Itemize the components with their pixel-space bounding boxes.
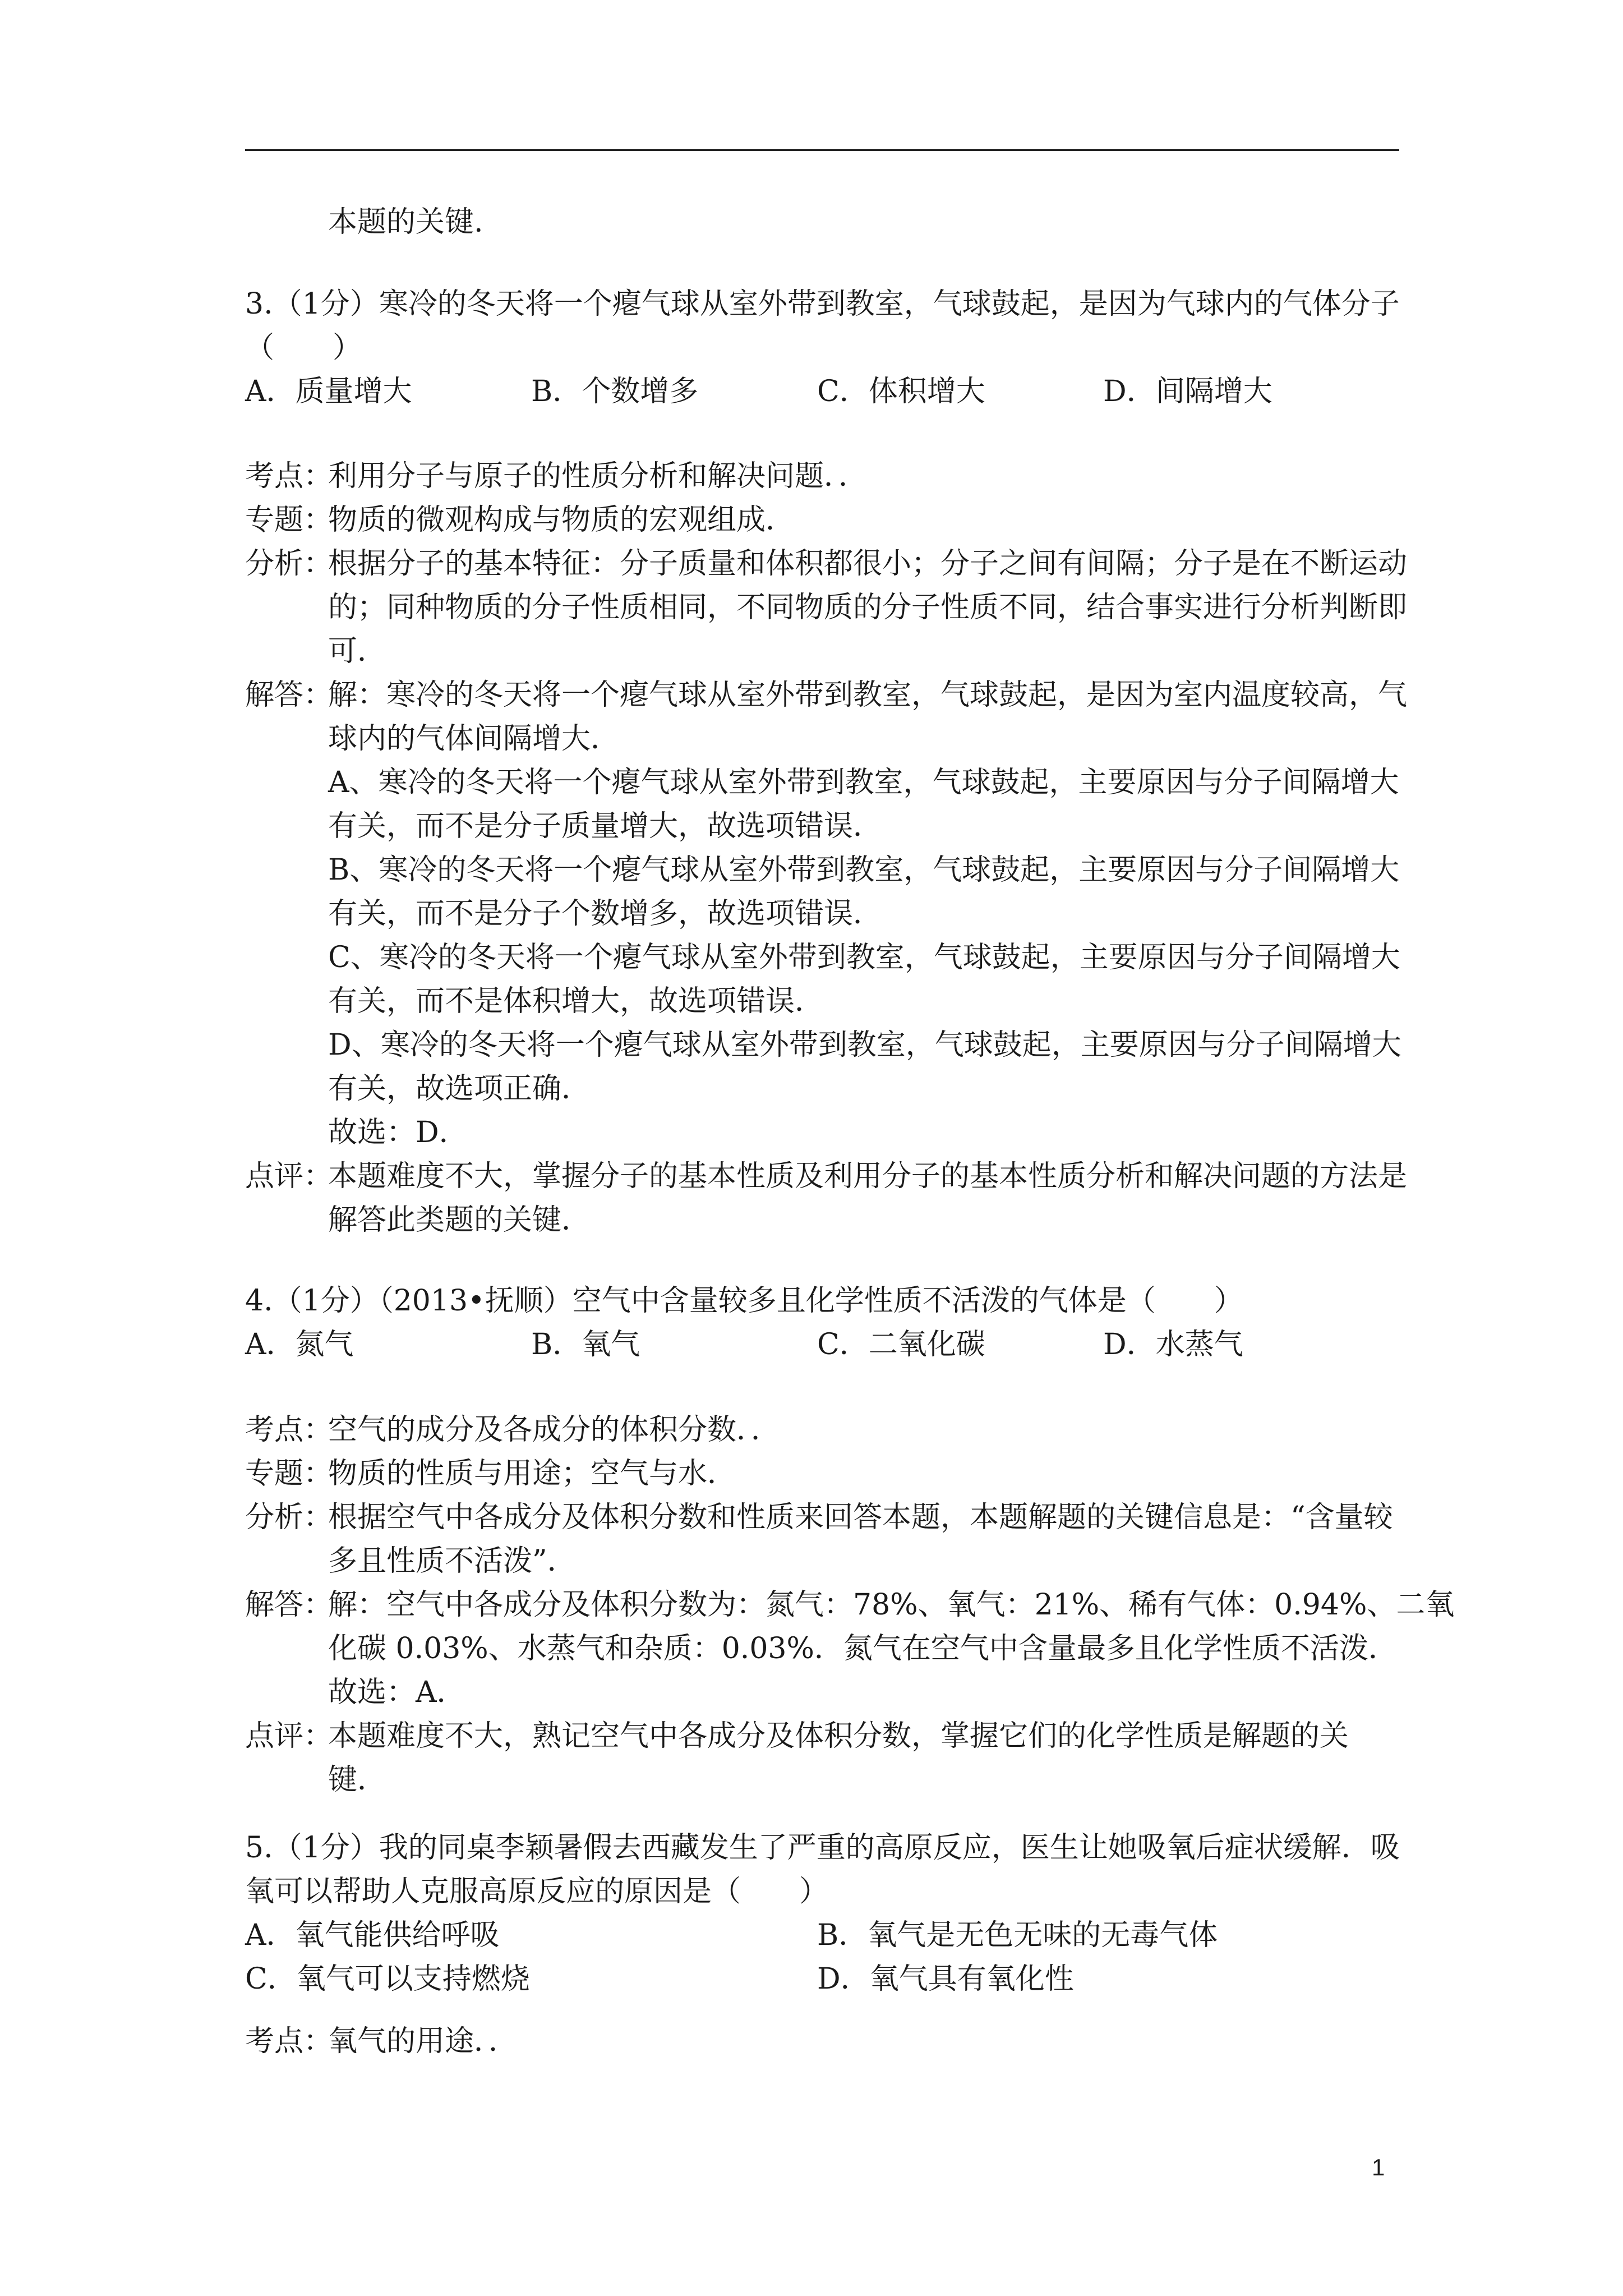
option-d: D．间隔增大	[1103, 375, 1272, 408]
option-c: C．二氧化碳	[817, 1328, 985, 1361]
text-line: 多且性质不活泼”．	[328, 1544, 577, 1578]
text-line: A、寒冷的冬天将一个瘪气球从室外带到教室，气球鼓起，主要原因与分子间隔增大	[328, 766, 1399, 799]
fenxi-row	[245, 542, 1412, 673]
text-line: B、寒冷的冬天将一个瘪气球从室外带到教室，气球鼓起，主要原因与分子间隔增大	[328, 853, 1400, 887]
text-line: 球内的气体间隔增大．	[328, 722, 620, 756]
question-3	[245, 282, 1412, 413]
page-number: 1	[1372, 2154, 1385, 2180]
zhuanti-label: 专题：	[245, 1457, 333, 1490]
question-stem: 氧可以帮助人克服高原反应的原因是（ ）	[245, 1875, 829, 1908]
option-b: B．个数增多	[531, 375, 699, 408]
question-stem: 4.（1分）（2013•抚顺）空气中含量较多且化学性质不活泼的气体是（ ）	[245, 1284, 1243, 1318]
text-line: C、寒冷的冬天将一个瘪气球从室外带到教室，气球鼓起，主要原因与分子间隔增大	[328, 941, 1400, 974]
jieda-row	[245, 1583, 1455, 1714]
text-line: 故选：A．	[328, 1676, 466, 1709]
text-line: 本题难度不大，掌握分子的基本性质及利用分子的基本性质分析和解决问题的方法是	[328, 1159, 1408, 1193]
option-a: A．氧气能供给呼吸	[245, 1918, 500, 1952]
kaodian-label: 考点：	[245, 2024, 333, 2058]
option-d: D．氧气具有氧化性	[817, 1962, 1074, 1996]
text-line: 根据空气中各成分及体积分数和性质来回答本题，本题解题的关键信息是：“含量较	[328, 1501, 1393, 1534]
question-4	[245, 1279, 1412, 1366]
text-line: 的；同种物质的分子性质相同，不同物质的分子性质不同，结合事实进行分析判断即	[328, 591, 1408, 624]
text-line: 可．	[328, 634, 387, 668]
text-line: 有关，故选项正确．	[328, 1072, 591, 1106]
dianping-label: 点评：	[245, 1159, 333, 1193]
text-line: D、寒冷的冬天将一个瘪气球从室外带到教室，气球鼓起，主要原因与分子间隔增大	[328, 1028, 1401, 1062]
kaodian-label: 考点：	[245, 459, 333, 493]
text-line: 有关，而不是分子个数增多，故选项错误．	[328, 897, 883, 931]
dianping-row	[245, 1714, 1412, 1802]
text-line: 键．	[328, 1763, 387, 1797]
question-5	[245, 1826, 1412, 2001]
dianping-row	[245, 1154, 1412, 1242]
header-rule	[245, 149, 1399, 151]
text-line: 有关，而不是分子质量增大，故选项错误．	[328, 809, 883, 843]
kaodian-text: 氧气的用途．．	[328, 2024, 518, 2058]
text-line: 本题的关键.	[328, 205, 483, 239]
option-b: B．氧气	[531, 1328, 640, 1361]
text-line: 有关，而不是体积增大，故选项错误．	[328, 984, 824, 1018]
jieda-row	[245, 673, 1412, 1154]
text-line: 解答此类题的关键．	[328, 1203, 591, 1237]
kaodian-label: 考点：	[245, 1413, 333, 1447]
option-a: A．氮气	[245, 1328, 354, 1361]
kaodian-text: 利用分子与原子的性质分析和解决问题．．	[328, 459, 868, 493]
options	[245, 1957, 1412, 2001]
options	[245, 1913, 1412, 1957]
q5-analysis	[245, 2019, 1412, 2063]
zhuanti-row	[245, 1452, 1412, 1496]
text-line: 根据分子的基本特征：分子质量和体积都很小；分子之间有间隔；分子是在不断运动	[328, 547, 1408, 581]
q4-analysis	[245, 1408, 1455, 1802]
text-line: 故选：D．	[328, 1116, 468, 1149]
kaodian-row	[245, 2019, 1412, 2063]
jieda-label: 解答：	[245, 1588, 333, 1622]
question-stem: 3.（1分）寒冷的冬天将一个瘪气球从室外带到教室，气球鼓起，是因为气球内的气体分子	[245, 287, 1400, 321]
fenxi-label: 分析：	[245, 1501, 333, 1534]
question-stem: 5.（1分）我的同桌李颖暑假去西藏发生了严重的高原反应，医生让她吸氧后症状缓解．吸	[245, 1831, 1400, 1865]
fenxi-label: 分析：	[245, 547, 333, 581]
q3-analysis	[245, 454, 1412, 1242]
fenxi-row	[245, 1496, 1412, 1583]
option-a: A．质量增大	[245, 375, 412, 408]
text-line: 解：寒冷的冬天将一个瘪气球从室外带到教室，气球鼓起，是因为室内温度较高，气	[328, 678, 1408, 712]
option-b: B．氧气是无色无味的无毒气体	[817, 1918, 1218, 1952]
text-line: 化碳 0.03%、水蒸气和杂质：0.03%．氮气在空气中含量最多且化学性质不活泼．	[328, 1632, 1398, 1665]
option-d: D．水蒸气	[1103, 1328, 1243, 1361]
zhuanti-row	[245, 498, 1412, 542]
zhuanti-label: 专题：	[245, 503, 333, 537]
jieda-label: 解答：	[245, 678, 333, 712]
text-line: 解：空气中各成分及体积分数为：氮气：78%、氧气：21%、稀有气体：0.94%、二氧	[328, 1588, 1455, 1622]
option-c: C．体积增大	[817, 375, 985, 408]
zhuanti-text: 物质的微观构成与物质的宏观组成．	[328, 503, 795, 537]
prev-answer-tail	[245, 200, 1412, 244]
zhuanti-text: 物质的性质与用途；空气与水．	[328, 1457, 737, 1490]
dianping-label: 点评：	[245, 1719, 333, 1753]
kaodian-text: 空气的成分及各成分的体积分数．．	[328, 1413, 781, 1447]
options	[245, 370, 1412, 413]
option-c: C．氧气可以支持燃烧	[245, 1962, 530, 1996]
kaodian-row	[245, 454, 1412, 498]
options	[245, 1323, 1412, 1366]
kaodian-row	[245, 1408, 1412, 1452]
text-line: 本题难度不大，熟记空气中各成分及体积分数，掌握它们的化学性质是解题的关	[328, 1719, 1349, 1753]
question-stem: （ ）	[245, 331, 362, 365]
